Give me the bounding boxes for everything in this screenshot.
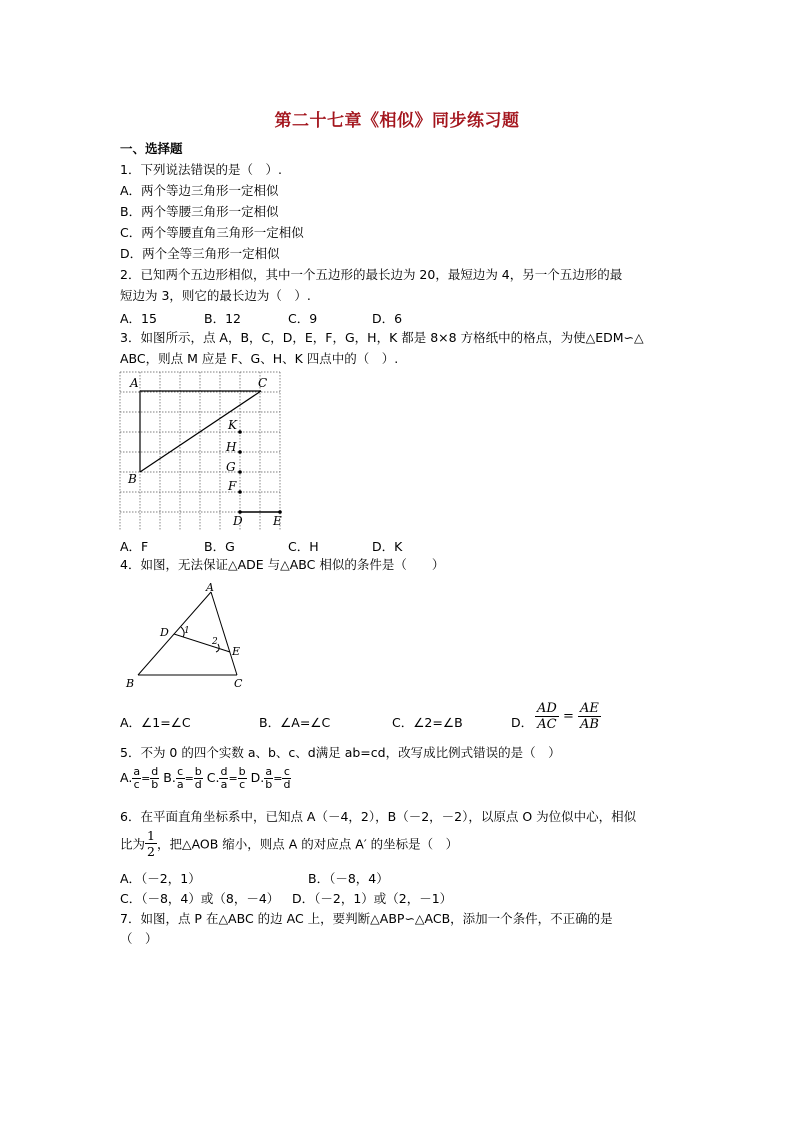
grid-lines bbox=[120, 372, 280, 530]
question-6-stem-line2: 比为 $\frac{1}{2}$ ，把△AOB 缩小，则点 A 的对应点 A′ 的坐标是（ ） bbox=[120, 828, 459, 859]
question-2-option-c: C．9 bbox=[288, 311, 318, 326]
question-4-triangle-figure bbox=[120, 578, 260, 690]
question-3-grid-figure bbox=[112, 368, 292, 530]
question-1-stem: 1．下列说法错误的是（ ）. bbox=[120, 162, 282, 177]
question-6-option-b: B．（－8，4） bbox=[308, 871, 389, 886]
question-6-stem-line1: 6．在平面直角坐标系中，已知点 A（－4，2），B（－2，－2），以原点 O 为位似中心，相似 bbox=[120, 809, 637, 824]
question-2-option-b: B．12 bbox=[204, 311, 241, 326]
label-a: A bbox=[130, 376, 139, 390]
label-f: F bbox=[228, 479, 237, 493]
label-angle-2: 2 bbox=[212, 637, 218, 647]
question-2-stem-line1: 2．已知两个五边形相似，其中一个五边形的最长边为 20，最短边为 4，另一个五边形的最 bbox=[120, 267, 623, 282]
side-ac bbox=[211, 592, 237, 675]
question-3-option-a: A．F bbox=[120, 539, 149, 554]
question-7-stem-line1: 7．如图，点 P 在△ABC 的边 AC 上，要判断△ABP∽△ACB，添加一个条件，不正确的是 bbox=[120, 911, 613, 926]
question-5-option-c: C. $\frac{d}{a}$ = $\frac{b}{c}$ bbox=[206, 765, 246, 791]
question-6-option-c: C．（－8，4）或（8，－4） bbox=[120, 891, 280, 906]
section-heading: 一、选择题 bbox=[120, 141, 183, 156]
label-c: C bbox=[258, 376, 268, 390]
question-7-stem-line2: （ ） bbox=[120, 931, 158, 946]
question-2-stem-line2: 短边为 3，则它的最长边为（ ）. bbox=[120, 288, 311, 303]
question-4-option-a: A．∠1=∠C bbox=[120, 715, 191, 730]
question-3-stem-line2: ABC，则点 M 应是 F、G、H、K 四点中的（ ）. bbox=[120, 351, 399, 366]
page-title: 第二十七章《相似》同步练习题 bbox=[274, 111, 520, 131]
question-4-option-d-fraction: $\frac{AD}{AC}$ = $\frac{AE}{AB}$ bbox=[537, 701, 599, 732]
question-4-stem: 4．如图，无法保证△ADE 与△ABC 相似的条件是（ ） bbox=[120, 557, 445, 572]
question-4-option-b: B．∠A=∠C bbox=[259, 715, 331, 730]
label-d: D bbox=[160, 626, 169, 639]
question-1-option-a: A．两个等边三角形一定相似 bbox=[120, 183, 279, 198]
question-1-option-c: C．两个等腰直角三角形一定相似 bbox=[120, 225, 304, 240]
label-e: E bbox=[273, 514, 282, 528]
label-e: E bbox=[232, 645, 241, 658]
question-6-option-a: A．（－2，1） bbox=[120, 871, 201, 886]
label-angle-1: 1 bbox=[184, 626, 190, 636]
label-b: B bbox=[128, 472, 137, 486]
question-3-option-d: D．K bbox=[372, 539, 403, 554]
label-d: D bbox=[233, 514, 243, 528]
segment-de bbox=[174, 634, 230, 652]
triangle-abc bbox=[140, 391, 261, 472]
question-6-option-d: D．（－2，1）或（2，－1） bbox=[292, 891, 453, 906]
question-1-option-d: D．两个全等三角形一定相似 bbox=[120, 246, 280, 261]
question-5-stem: 5．不为 0 的四个实数 a、b、c、d满足 ab=cd，改写成比例式错误的是（ ） bbox=[120, 745, 561, 760]
label-h: H bbox=[226, 440, 237, 454]
question-3-option-b: B．G bbox=[204, 539, 235, 554]
label-b: B bbox=[126, 677, 135, 690]
question-4-option-d: D． bbox=[511, 715, 534, 730]
question-2-option-a: A．15 bbox=[120, 311, 157, 326]
question-2-option-d: D．6 bbox=[372, 311, 403, 326]
question-4-option-c: C．∠2=∠B bbox=[392, 715, 463, 730]
question-3-option-c: C．H bbox=[288, 539, 319, 554]
question-5-option-d: D. $\frac{a}{b}$ = $\frac{c}{d}$ bbox=[250, 765, 291, 791]
question-1-option-b: B．两个等腰三角形一定相似 bbox=[120, 204, 279, 219]
question-3-stem-line1: 3．如图所示，点 A，B，C，D，E，F，G，H，K 都是 8×8 方格纸中的格点，为使△EDM∽△ bbox=[120, 330, 644, 345]
label-c: C bbox=[234, 677, 243, 690]
label-g: G bbox=[226, 460, 236, 474]
side-ab bbox=[138, 592, 211, 675]
question-5-options bbox=[120, 766, 291, 791]
question-5-option-a: A. $\frac{a}{c}$ = $\frac{d}{b}$ bbox=[120, 765, 159, 791]
question-5-option-b: B. $\frac{c}{a}$ = $\frac{b}{d}$ bbox=[163, 765, 202, 791]
label-a: A bbox=[206, 581, 214, 594]
label-k: K bbox=[228, 418, 237, 432]
